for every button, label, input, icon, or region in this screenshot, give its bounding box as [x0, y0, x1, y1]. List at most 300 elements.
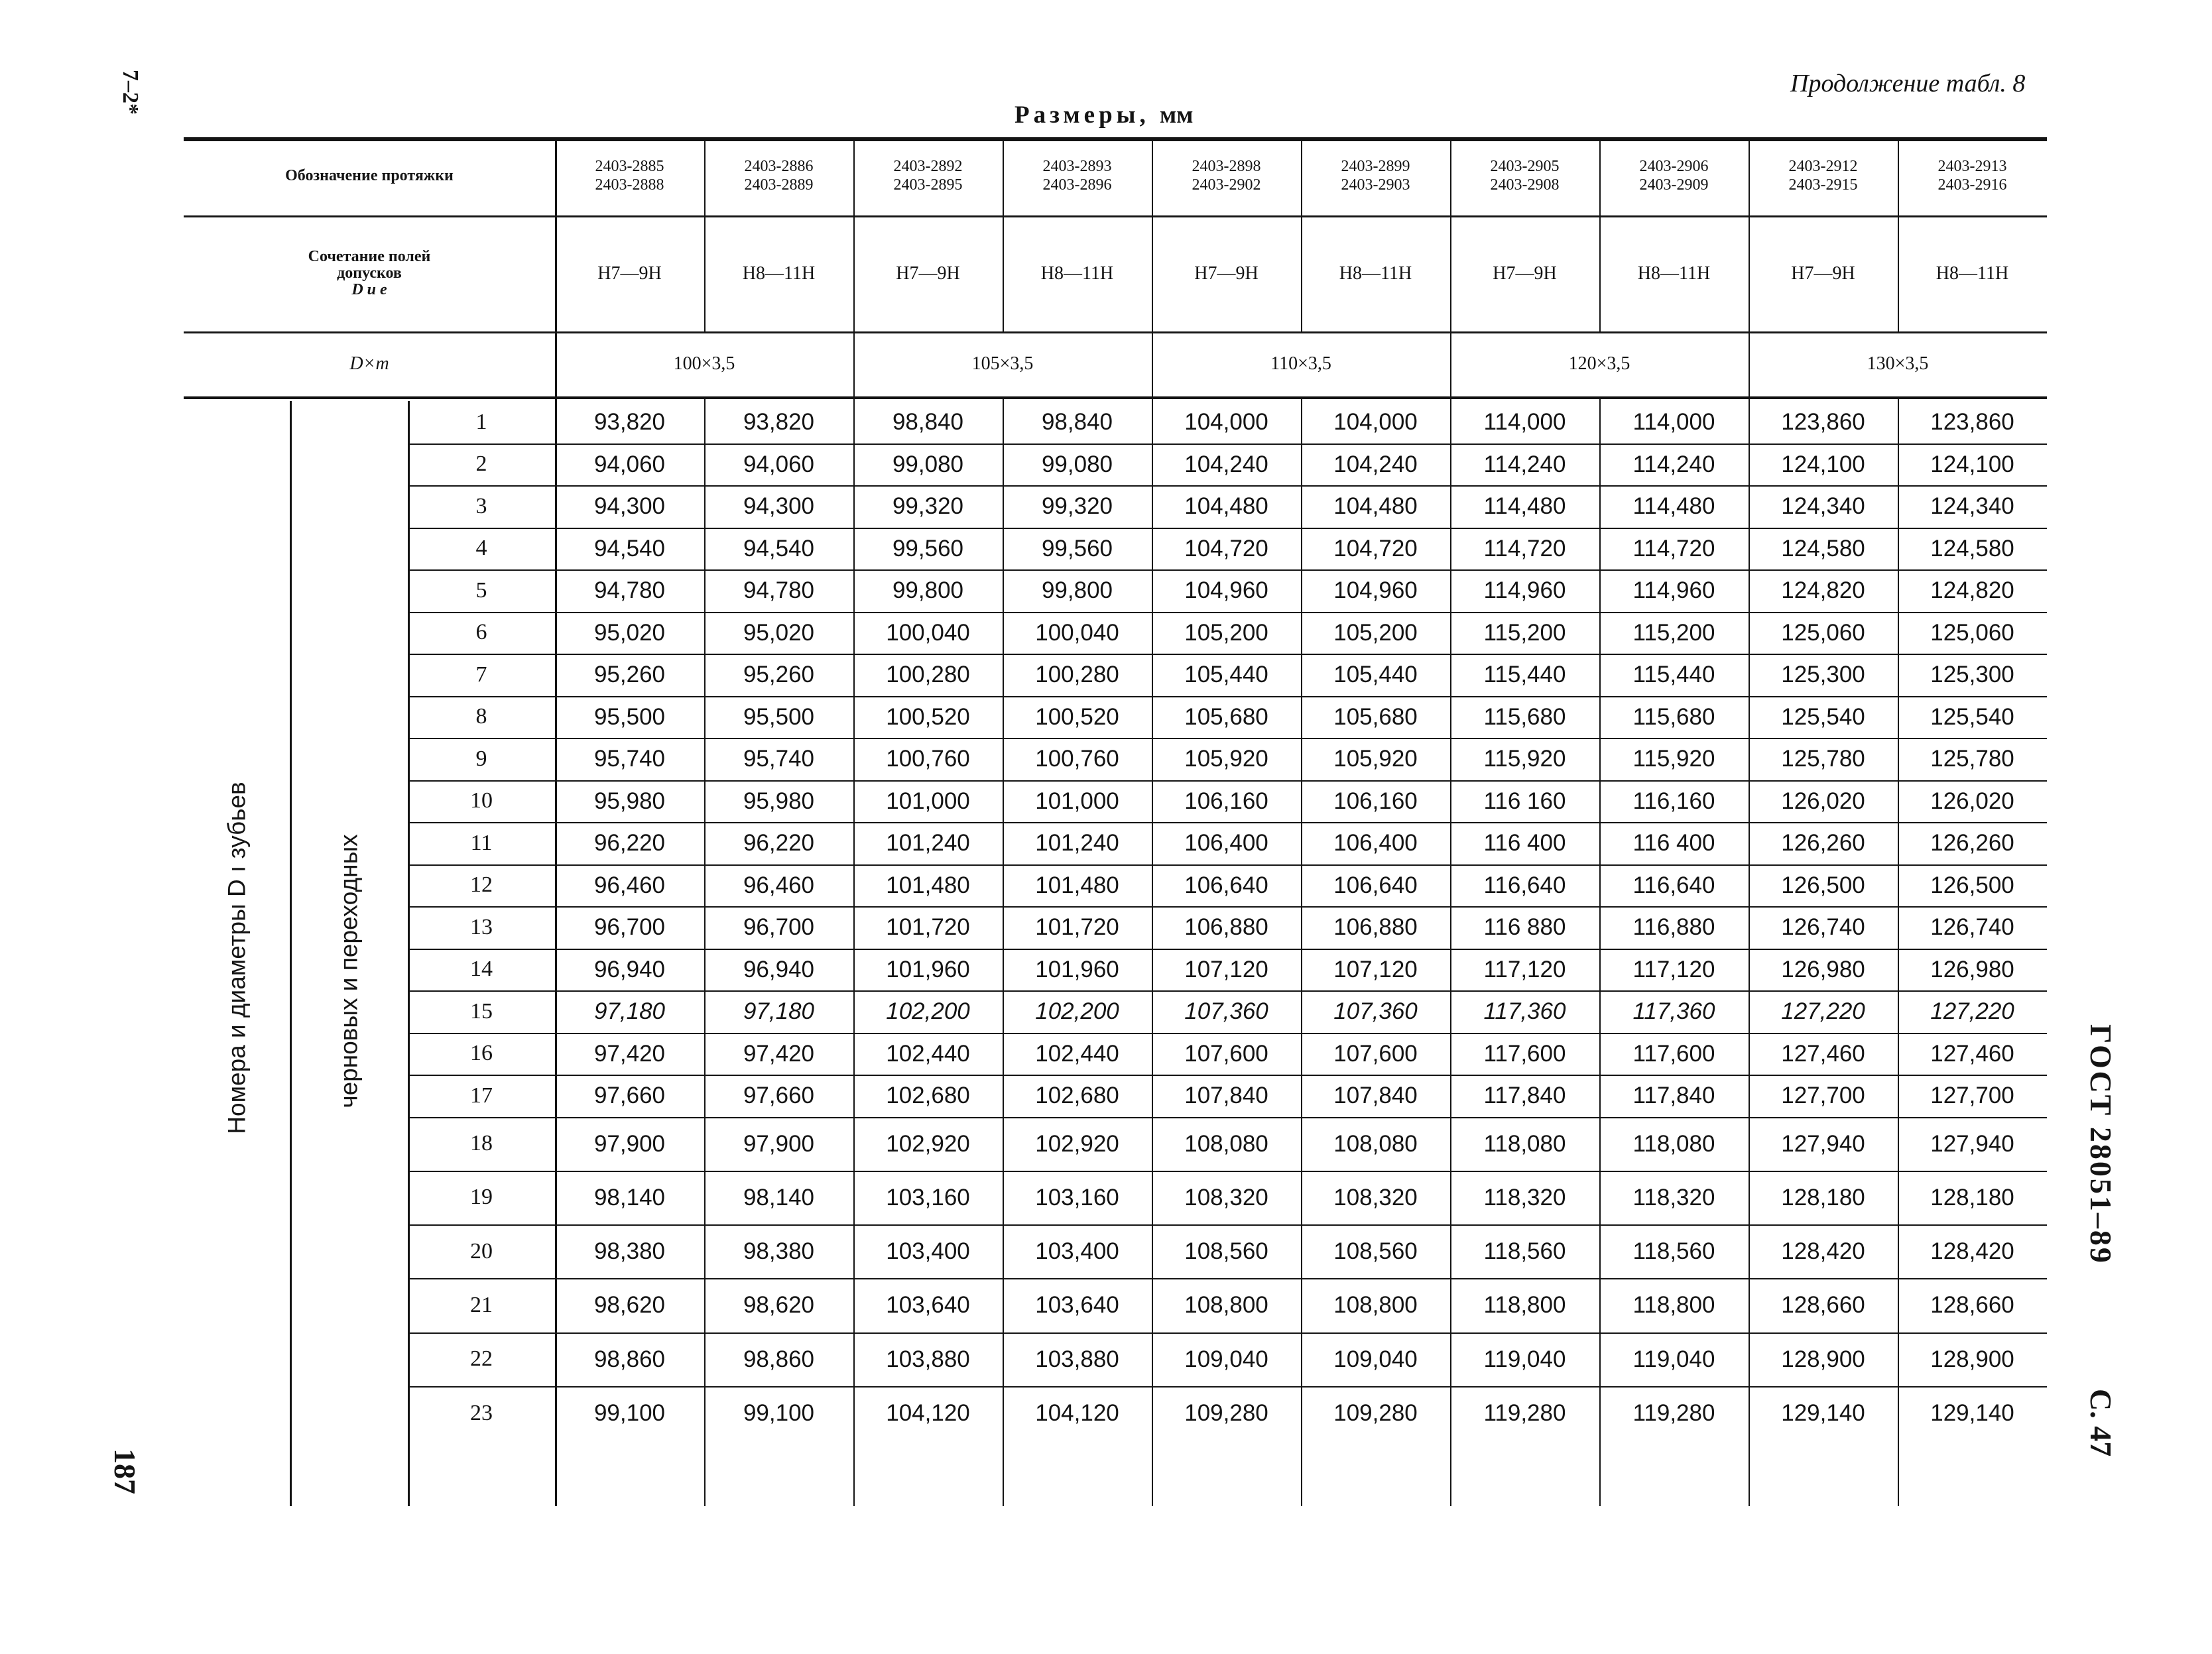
diameter-value: 124,100	[1781, 451, 1865, 477]
rough-transitional-label: черновых и переходных	[335, 834, 363, 1108]
diameter-value: 124,580	[1930, 535, 2014, 561]
diameter-value: 94,780	[593, 577, 666, 604]
diameter-value: 127,220	[1781, 998, 1865, 1025]
diameter-value: 106,160	[1333, 788, 1418, 814]
diameter-value: 126,020	[1781, 788, 1865, 814]
diameter-value: 128,180	[1930, 1184, 2014, 1211]
diameter-value: 115,920	[1483, 746, 1566, 772]
diameter-value: 115,440	[1632, 662, 1715, 688]
diameter-value: 116,880	[1632, 914, 1715, 941]
diameter-value: 103,160	[1035, 1184, 1119, 1211]
diameter-value: 125,060	[1930, 619, 2014, 646]
diameter-value: 118,320	[1483, 1184, 1566, 1211]
diameter-value: 126,500	[1781, 872, 1865, 898]
diameter-value: 109,280	[1184, 1400, 1268, 1427]
diameter-value: 99,080	[892, 451, 964, 477]
diameter-value: 96,700	[743, 914, 815, 941]
diameter-value: 101,240	[886, 830, 970, 857]
diameter-value: 104,960	[1184, 577, 1268, 604]
diameter-value: 108,800	[1333, 1292, 1418, 1319]
diameter-value: 99,100	[743, 1400, 815, 1427]
tool-code-line: 2403-2893	[1042, 158, 1112, 176]
diameter-value: 128,420	[1930, 1238, 2014, 1265]
tolerance-value: H8—11H	[1040, 263, 1114, 284]
diameter-value: 99,320	[892, 493, 964, 520]
tool-code	[1003, 137, 1152, 215]
diameter-value: 116 160	[1483, 788, 1566, 814]
tool-code	[1749, 137, 1898, 215]
tooth-number: 13	[470, 914, 493, 939]
tooth-number: 12	[470, 872, 493, 898]
diameter-value: 104,720	[1184, 535, 1268, 561]
tooth-number: 19	[470, 1185, 493, 1210]
diameter-value: 96,940	[593, 956, 666, 982]
tolerance-label	[184, 215, 555, 331]
diameter-value: 114,480	[1632, 493, 1715, 520]
tolerance-value: H8—11H	[1339, 263, 1412, 284]
diameter-value: 117,120	[1632, 956, 1715, 982]
diameter-value: 115,200	[1632, 619, 1715, 646]
designation-label: Обозначение протяжки	[285, 167, 454, 185]
diameter-value: 101,000	[1035, 788, 1119, 814]
diameter-value: 98,140	[743, 1184, 815, 1211]
diameter-value: 101,480	[886, 872, 970, 898]
diameter-value: 107,840	[1184, 1083, 1268, 1109]
diameter-value: 114,480	[1483, 493, 1566, 520]
diameter-value: 116,640	[1483, 872, 1566, 898]
diameter-value: 104,000	[1184, 409, 1268, 436]
diameter-value: 108,080	[1333, 1130, 1418, 1157]
diameter-value: 103,640	[886, 1292, 970, 1319]
diameter-value: 108,320	[1184, 1184, 1268, 1211]
diameter-value: 115,680	[1632, 703, 1715, 730]
dm-value: 100×3,5	[673, 353, 735, 374]
tooth-number: 6	[475, 620, 487, 645]
diameter-value: 105,680	[1184, 703, 1268, 730]
diameter-value: 119,040	[1483, 1346, 1566, 1372]
diameter-value: 103,880	[886, 1346, 970, 1372]
diameter-value: 101,000	[886, 788, 970, 814]
diameter-value: 97,180	[743, 998, 815, 1025]
diameter-value: 108,560	[1184, 1238, 1268, 1265]
tooth-number: 21	[470, 1292, 493, 1317]
diameter-value: 103,640	[1035, 1292, 1119, 1319]
diameter-value: 114,000	[1483, 409, 1566, 436]
diameter-value: 96,700	[593, 914, 666, 941]
diameter-value: 108,560	[1333, 1238, 1418, 1265]
diameter-value: 123,860	[1930, 409, 2014, 436]
tool-code-line: 2403-2899	[1341, 158, 1410, 176]
top-left-mark: 7–2*	[118, 70, 143, 115]
tool-code-line: 2403-2889	[744, 176, 814, 194]
diameter-value: 117,840	[1483, 1083, 1566, 1109]
tooth-number: 14	[470, 957, 493, 982]
diameter-value: 126,260	[1930, 830, 2014, 857]
diameter-value: 127,940	[1930, 1130, 2014, 1157]
diameter-value: 114,000	[1632, 409, 1715, 436]
diameter-value: 124,340	[1781, 493, 1865, 520]
dm-label: D×m	[349, 353, 389, 374]
diameter-value: 118,800	[1632, 1292, 1715, 1319]
diameter-value: 107,120	[1184, 956, 1268, 982]
diameter-value: 94,060	[593, 451, 666, 477]
diameter-value: 98,380	[743, 1238, 815, 1265]
diameter-value: 96,220	[743, 830, 815, 857]
diameter-value: 95,260	[593, 662, 666, 688]
diameter-value: 118,320	[1632, 1184, 1715, 1211]
diameter-value: 127,460	[1930, 1040, 2014, 1067]
diameter-value: 124,820	[1781, 577, 1865, 604]
diameter-value: 104,120	[1035, 1400, 1119, 1427]
diameter-value: 101,720	[1035, 914, 1119, 941]
tooth-number: 23	[470, 1400, 493, 1425]
diameter-value: 106,880	[1184, 914, 1268, 941]
tool-code	[1152, 137, 1301, 215]
diameter-value: 94,780	[743, 577, 815, 604]
diameter-value: 107,600	[1333, 1040, 1418, 1067]
diameter-value: 118,080	[1483, 1130, 1566, 1157]
diameter-value: 115,680	[1483, 703, 1566, 730]
tool-code-line: 2403-2906	[1639, 158, 1709, 176]
tooth-number: 7	[475, 662, 487, 687]
diameter-value: 105,920	[1333, 746, 1418, 772]
diameter-value: 103,880	[1035, 1346, 1119, 1372]
header-rule	[184, 396, 2047, 399]
diameter-value: 95,980	[593, 788, 666, 814]
diameter-value: 102,920	[886, 1130, 970, 1157]
diameter-value: 117,600	[1632, 1040, 1715, 1067]
diameter-value: 95,740	[593, 746, 666, 772]
diameter-value: 101,480	[1035, 872, 1119, 898]
tolerance-value: H7—9H	[1194, 263, 1259, 284]
tool-code-line: 2403-2915	[1788, 176, 1858, 194]
diameter-value: 95,020	[743, 619, 815, 646]
dm-value: 130×3,5	[1867, 353, 1929, 374]
diameter-value: 103,400	[1035, 1238, 1119, 1265]
diameter-value: 98,140	[593, 1184, 666, 1211]
tooth-number: 15	[470, 998, 493, 1024]
diameter-value: 106,640	[1184, 872, 1268, 898]
diameter-value: 101,960	[886, 956, 970, 982]
diameter-value: 114,720	[1483, 535, 1566, 561]
diameter-value: 128,900	[1930, 1346, 2014, 1372]
diameter-value: 97,660	[743, 1083, 815, 1109]
diameter-value: 128,180	[1781, 1184, 1865, 1211]
continuation-caption: Продолжение табл. 8	[1790, 70, 2026, 97]
diameter-value: 118,560	[1632, 1238, 1715, 1265]
tolerance-value: H7—9H	[896, 263, 960, 284]
tooth-number: 11	[470, 830, 493, 855]
diameter-value: 126,260	[1781, 830, 1865, 857]
diameter-value: 100,280	[886, 662, 970, 688]
diameter-value: 100,760	[886, 746, 970, 772]
diameter-value: 116 880	[1483, 914, 1566, 941]
tolerance-value: H7—9H	[1493, 263, 1557, 284]
dm-value: 110×3,5	[1270, 353, 1331, 374]
diameter-value: 99,080	[1041, 451, 1113, 477]
diameter-value: 109,040	[1333, 1346, 1418, 1372]
diameter-value: 116 400	[1632, 830, 1715, 857]
diameter-value: 107,840	[1333, 1083, 1418, 1109]
diameter-value: 98,840	[1041, 409, 1113, 436]
diameter-value: 119,280	[1483, 1400, 1566, 1427]
diameter-value: 100,280	[1035, 662, 1119, 688]
diameter-value: 124,100	[1930, 451, 2014, 477]
diameter-value: 95,020	[593, 619, 666, 646]
diameter-value: 102,680	[886, 1083, 970, 1109]
diameter-value: 114,240	[1632, 451, 1715, 477]
tolerance-value: H8—11H	[1936, 263, 2009, 284]
diameter-value: 127,700	[1930, 1083, 2014, 1109]
diameter-value: 119,040	[1632, 1346, 1715, 1372]
diameter-value: 100,040	[1035, 619, 1119, 646]
diameter-value: 128,660	[1781, 1292, 1865, 1319]
diameter-value: 105,680	[1333, 703, 1418, 730]
diameter-value: 116,160	[1632, 788, 1715, 814]
diameter-value: 102,200	[886, 998, 970, 1025]
diameter-value: 118,800	[1483, 1292, 1566, 1319]
tooth-number: 3	[475, 493, 487, 518]
diameter-value: 114,960	[1632, 577, 1715, 604]
tool-code-line: 2403-2892	[893, 158, 963, 176]
diameter-value: 105,440	[1333, 662, 1418, 688]
diameter-value: 115,920	[1632, 746, 1715, 772]
tool-code-line: 2403-2895	[893, 176, 963, 194]
tooth-number: 4	[475, 536, 487, 561]
diameter-value: 126,740	[1930, 914, 2014, 941]
diameter-value: 114,720	[1632, 535, 1715, 561]
diameter-value: 101,960	[1035, 956, 1119, 982]
diameter-value: 101,240	[1035, 830, 1119, 857]
diameter-value: 125,780	[1781, 746, 1865, 772]
diameter-value: 93,820	[743, 409, 815, 436]
tool-code	[1898, 137, 2047, 215]
diameter-value: 104,000	[1333, 409, 1418, 436]
sizes-unit: мм	[1160, 101, 1194, 129]
diameter-value: 109,040	[1184, 1346, 1268, 1372]
tolerance-value: H7—9H	[1791, 263, 1855, 284]
diameter-value: 115,440	[1483, 662, 1566, 688]
diameter-value: 114,960	[1483, 577, 1566, 604]
diameter-value: 100,040	[886, 619, 970, 646]
diameter-value: 99,800	[892, 577, 964, 604]
diameter-value: 125,300	[1930, 662, 2014, 688]
standard-code: ГОСТ 28051–89	[2084, 1024, 2118, 1265]
diameter-value: 126,740	[1781, 914, 1865, 941]
diameter-value: 99,560	[1041, 535, 1113, 561]
diameter-value: 125,540	[1781, 703, 1865, 730]
diameter-value: 117,840	[1632, 1083, 1715, 1109]
diameter-value: 109,280	[1333, 1400, 1418, 1427]
tool-code-line: 2403-2903	[1341, 176, 1410, 194]
diameter-value: 97,180	[593, 998, 666, 1025]
tooth-number: 20	[470, 1238, 493, 1264]
tooth-number: 16	[470, 1041, 493, 1066]
diameter-value: 99,320	[1041, 493, 1113, 520]
diameter-value: 95,980	[743, 788, 815, 814]
diameter-value: 125,780	[1930, 746, 2014, 772]
tool-code-line: 2403-2902	[1192, 176, 1261, 194]
diameter-value: 102,200	[1035, 998, 1119, 1025]
diameter-value: 94,300	[593, 493, 666, 520]
diameter-value: 102,920	[1035, 1130, 1119, 1157]
tooth-number: 1	[475, 409, 487, 434]
diameter-value: 128,900	[1781, 1346, 1865, 1372]
tooth-number: 22	[470, 1346, 493, 1372]
diameter-value: 98,620	[593, 1292, 666, 1319]
diameter-value: 103,400	[886, 1238, 970, 1265]
tool-code-line: 2403-2896	[1042, 176, 1112, 194]
diameter-value: 127,940	[1781, 1130, 1865, 1157]
diameter-value: 128,420	[1781, 1238, 1865, 1265]
tooth-number: 5	[475, 577, 487, 603]
diameter-value: 123,860	[1781, 409, 1865, 436]
tooth-number: 9	[475, 746, 487, 771]
diameter-value: 117,120	[1483, 956, 1566, 982]
diameter-value: 117,360	[1632, 998, 1715, 1025]
diameter-value: 97,900	[743, 1130, 815, 1157]
tolerance-value: H8—11H	[1637, 263, 1711, 284]
diameter-value: 107,120	[1333, 956, 1418, 982]
diameter-value: 98,620	[743, 1292, 815, 1319]
diameter-value: 97,420	[593, 1040, 666, 1067]
diameter-value: 126,020	[1930, 788, 2014, 814]
diameter-value: 94,540	[743, 535, 815, 561]
tool-code	[853, 137, 1003, 215]
diameter-value: 129,140	[1930, 1400, 2014, 1427]
diameter-value: 103,160	[886, 1184, 970, 1211]
page-number: 187	[108, 1448, 142, 1494]
tool-code-line: 2403-2912	[1788, 158, 1858, 176]
diameter-value: 107,600	[1184, 1040, 1268, 1067]
diameter-value: 100,760	[1035, 746, 1119, 772]
diameter-value: 96,460	[593, 872, 666, 898]
sizes-title	[1014, 101, 1193, 129]
tool-code-line: 2403-2886	[744, 158, 814, 176]
diameter-value: 127,220	[1930, 998, 2014, 1025]
tolerance-value: H8—11H	[742, 263, 816, 284]
diameter-value: 94,300	[743, 493, 815, 520]
diameter-value: 106,400	[1184, 830, 1268, 857]
diameter-value: 98,860	[593, 1346, 666, 1372]
diameter-value: 98,860	[743, 1346, 815, 1372]
diameter-value: 115,200	[1483, 619, 1566, 646]
tooth-number: 17	[470, 1083, 493, 1108]
diameter-value: 105,200	[1184, 619, 1268, 646]
diameter-value: 100,520	[886, 703, 970, 730]
diameter-value: 118,080	[1632, 1130, 1715, 1157]
diameter-value: 104,240	[1184, 451, 1268, 477]
diameter-value: 124,340	[1930, 493, 2014, 520]
diameter-value: 116 400	[1483, 830, 1566, 857]
diameter-value: 106,400	[1333, 830, 1418, 857]
tool-code-line: 2403-2888	[595, 176, 664, 194]
diameter-value: 95,500	[593, 703, 666, 730]
diameter-value: 97,420	[743, 1040, 815, 1067]
diameter-value: 117,600	[1483, 1040, 1566, 1067]
tool-code-line: 2403-2905	[1490, 158, 1560, 176]
diameter-value: 99,560	[892, 535, 964, 561]
diameter-value: 105,200	[1333, 619, 1418, 646]
diameter-value: 128,660	[1930, 1292, 2014, 1319]
tooth-number: 18	[470, 1131, 493, 1156]
diameter-value: 108,800	[1184, 1292, 1268, 1319]
tool-code-line: 2403-2885	[595, 158, 664, 176]
diameter-value: 104,480	[1333, 493, 1418, 520]
diameter-value: 96,460	[743, 872, 815, 898]
diameter-value: 125,540	[1930, 703, 2014, 730]
diameter-value: 106,880	[1333, 914, 1418, 941]
dm-value: 105×3,5	[971, 353, 1034, 374]
diameter-value: 105,920	[1184, 746, 1268, 772]
diameter-value: 127,700	[1781, 1083, 1865, 1109]
diameter-value: 99,100	[593, 1400, 666, 1427]
tooth-number: 10	[470, 788, 493, 813]
diameter-value: 107,360	[1333, 998, 1418, 1025]
diameter-value: 106,640	[1333, 872, 1418, 898]
diameter-value: 96,220	[593, 830, 666, 857]
diameter-value: 100,520	[1035, 703, 1119, 730]
diameter-value: 93,820	[593, 409, 666, 436]
dm-value: 120×3,5	[1568, 353, 1630, 374]
diameter-value: 104,120	[886, 1400, 970, 1427]
diameter-value: 101,720	[886, 914, 970, 941]
diameter-value: 95,260	[743, 662, 815, 688]
diameter-value: 104,240	[1333, 451, 1418, 477]
diameter-value: 102,440	[1035, 1040, 1119, 1067]
diameter-value: 98,380	[593, 1238, 666, 1265]
diameter-value: 104,480	[1184, 493, 1268, 520]
diameter-value: 105,440	[1184, 662, 1268, 688]
diameter-value: 126,500	[1930, 872, 2014, 898]
column-rule	[290, 401, 292, 1506]
sizes-title-label: Размеры,	[1014, 101, 1150, 129]
diameter-value: 106,160	[1184, 788, 1268, 814]
diameter-value: 95,740	[743, 746, 815, 772]
diameter-value: 125,060	[1781, 619, 1865, 646]
diameter-value: 125,300	[1781, 662, 1865, 688]
tolerance-value: H7—9H	[597, 263, 662, 284]
diameter-value: 94,540	[593, 535, 666, 561]
diameter-value: 124,820	[1930, 577, 2014, 604]
tool-code-line: 2403-2908	[1490, 176, 1560, 194]
diameter-value: 127,460	[1781, 1040, 1865, 1067]
diameter-value: 108,080	[1184, 1130, 1268, 1157]
diameter-value: 96,940	[743, 956, 815, 982]
diameter-value: 119,280	[1632, 1400, 1715, 1427]
diameter-value: 116,640	[1632, 872, 1715, 898]
diameter-value: 126,980	[1781, 956, 1865, 982]
diameter-value: 102,440	[886, 1040, 970, 1067]
tolerance-label-line-2: D и е	[351, 281, 387, 299]
tool-code	[1599, 137, 1749, 215]
diameter-value: 126,980	[1930, 956, 2014, 982]
diameter-value: 95,500	[743, 703, 815, 730]
tool-code-line: 2403-2909	[1639, 176, 1709, 194]
diameter-value: 107,360	[1184, 998, 1268, 1025]
diameter-value: 104,960	[1333, 577, 1418, 604]
diameter-value: 124,580	[1781, 535, 1865, 561]
tooth-number: 2	[475, 451, 487, 477]
tooth-number: 8	[475, 704, 487, 729]
diameter-value: 114,240	[1483, 451, 1566, 477]
teeth-numbers-label: Номера и диаметры D ı зубьев	[223, 782, 251, 1134]
diameter-value: 117,360	[1483, 998, 1566, 1025]
diameter-value: 99,800	[1041, 577, 1113, 604]
diameter-value: 97,900	[593, 1130, 666, 1157]
diameter-value: 108,320	[1333, 1184, 1418, 1211]
page-reference: С. 47	[2084, 1389, 2118, 1457]
